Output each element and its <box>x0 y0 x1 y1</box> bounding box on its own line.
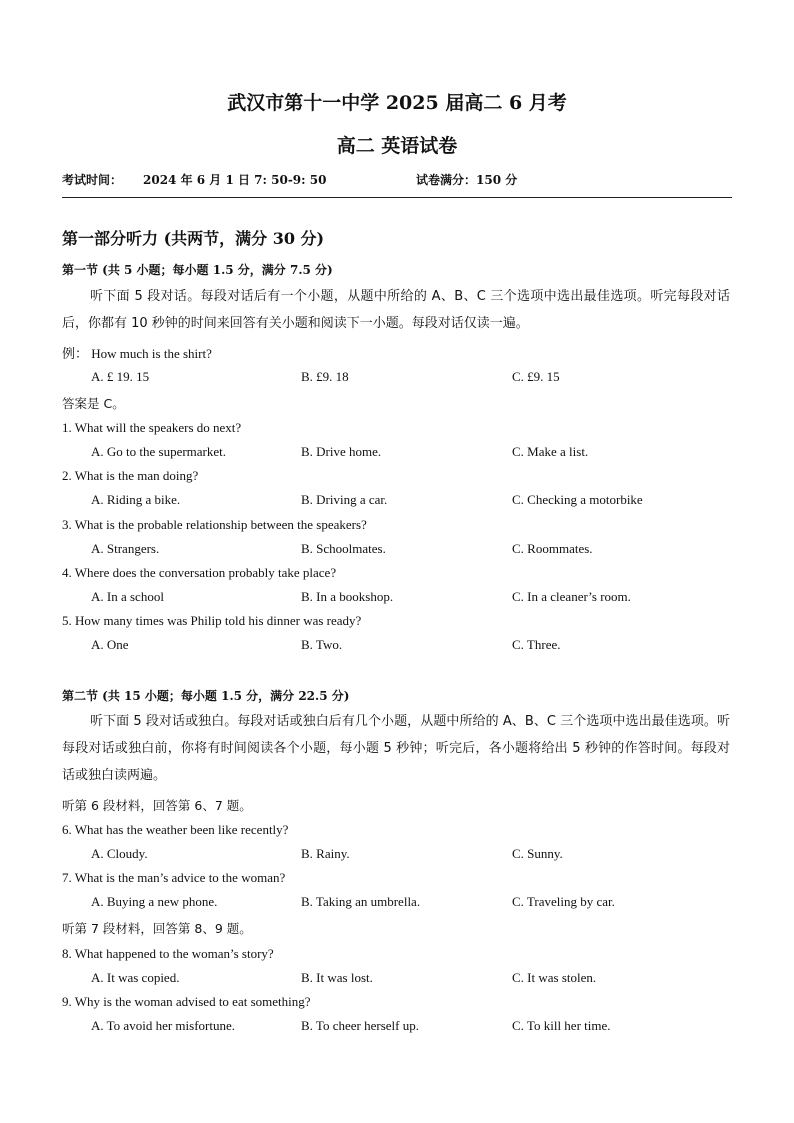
question-9: 9. Why is the woman advised to eat something? <box>62 994 311 1009</box>
q7-option-a: A. Buying a new phone. <box>91 894 218 909</box>
q8-option-a: A. It was copied. <box>91 970 180 985</box>
section1-heading: 第一节 (共 5 小题；每小题 1.5 分，满分 7.5 分) <box>62 263 333 277</box>
q3-option-a: A. Strangers. <box>91 541 160 556</box>
question-4: 4. Where does the conversation probably take place? <box>62 565 337 580</box>
example-option-b: B. £9. 18 <box>301 369 349 384</box>
question-1: 1. What will the speakers do next? <box>62 420 242 435</box>
example-option-c: C. £9. 15 <box>512 369 560 384</box>
example-answer: 答案是 C。 <box>62 396 125 411</box>
question-6: 6. What has the weather been like recently? <box>62 822 289 837</box>
example-question: 例： How much is the shirt? <box>62 346 212 361</box>
section1-instructions: 听下面 5 段对话。每段对话后有一个小题，从题中所给的 A、B、C 三个选项中选出最佳选项。听完每段对话后，你都有 10 秒钟的时间来回答有关小题和阅读下一小题。每段对话仅读一遍。 <box>62 289 730 331</box>
question-5: 5. How many times was Philip told his dinner was ready? <box>62 613 362 628</box>
part1-heading: 第一部分听力 (共两节，满分 30 分) <box>62 229 325 248</box>
q5-option-b: B. Two. <box>301 637 343 652</box>
q9-option-a: A. To avoid her misfortune. <box>91 1018 235 1033</box>
section2-instructions: 听下面 5 段对话或独白。每段对话或独白后有几个小题，从题中所给的 A、B、C 三个选项中选出最佳选项。听每段对话或独白前，你将有时间阅读各个小题，每小题 5 秒钟；听完后，各小题将给出 5 秒钟的作答时间。每段对话或独白读两遍。 <box>62 714 730 783</box>
material-7-note: 听第 7 段材料，回答第 8、9 题。 <box>62 921 252 936</box>
exam-time-label: 考试时间： <box>62 173 123 187</box>
section2-heading: 第二节 (共 15 小题；每小题 1.5 分，满分 22.5 分) <box>62 689 350 703</box>
q2-option-b: B. Driving a car. <box>301 492 388 507</box>
q6-option-c: C. Sunny. <box>512 846 563 861</box>
q3-option-b: B. Schoolmates. <box>301 541 386 556</box>
q4-option-a: A. In a school <box>91 589 164 604</box>
q9-option-c: C. To kill her time. <box>512 1018 611 1033</box>
q7-option-b: B. Taking an umbrella. <box>301 894 421 909</box>
q8-option-b: B. It was lost. <box>301 970 373 985</box>
question-8: 8. What happened to the woman’s story? <box>62 946 274 961</box>
material-6-note: 听第 6 段材料，回答第 6、7 题。 <box>62 798 252 813</box>
question-3: 3. What is the probable relationship between the speakers? <box>62 517 367 532</box>
q4-option-b: B. In a bookshop. <box>301 589 394 604</box>
q9-option-b: B. To cheer herself up. <box>301 1018 419 1033</box>
q5-option-a: A. One <box>91 637 129 652</box>
q2-option-c: C. Checking a motorbike <box>512 492 643 507</box>
exam-time: 2024 年 6 月 1 日 7: 50-9: 50 <box>143 173 327 187</box>
q3-option-c: C. Roommates. <box>512 541 593 556</box>
q8-option-c: C. It was stolen. <box>512 970 597 985</box>
q5-option-c: C. Three. <box>512 637 561 652</box>
q1-option-c: C. Make a list. <box>512 444 589 459</box>
q6-option-a: A. Cloudy. <box>91 846 148 861</box>
q6-option-b: B. Rainy. <box>301 846 350 861</box>
q2-option-a: A. Riding a bike. <box>91 492 181 507</box>
exam-title: 武汉市第十一中学 2025 届高二 6 月考 <box>227 92 567 114</box>
q7-option-c: C. Traveling by car. <box>512 894 615 909</box>
question-7: 7. What is the man’s advice to the woman? <box>62 870 286 885</box>
q4-option-c: C. In a cleaner’s room. <box>512 589 631 604</box>
q1-option-a: A. Go to the supermarket. <box>91 444 227 459</box>
full-score: 试卷满分：150 分 <box>416 173 518 187</box>
header-divider <box>62 197 732 198</box>
exam-subtitle: 高二 英语试卷 <box>336 135 458 157</box>
question-2: 2. What is the man doing? <box>62 468 199 483</box>
q1-option-b: B. Drive home. <box>301 444 382 459</box>
example-option-a: A. £ 19. 15 <box>91 369 150 384</box>
